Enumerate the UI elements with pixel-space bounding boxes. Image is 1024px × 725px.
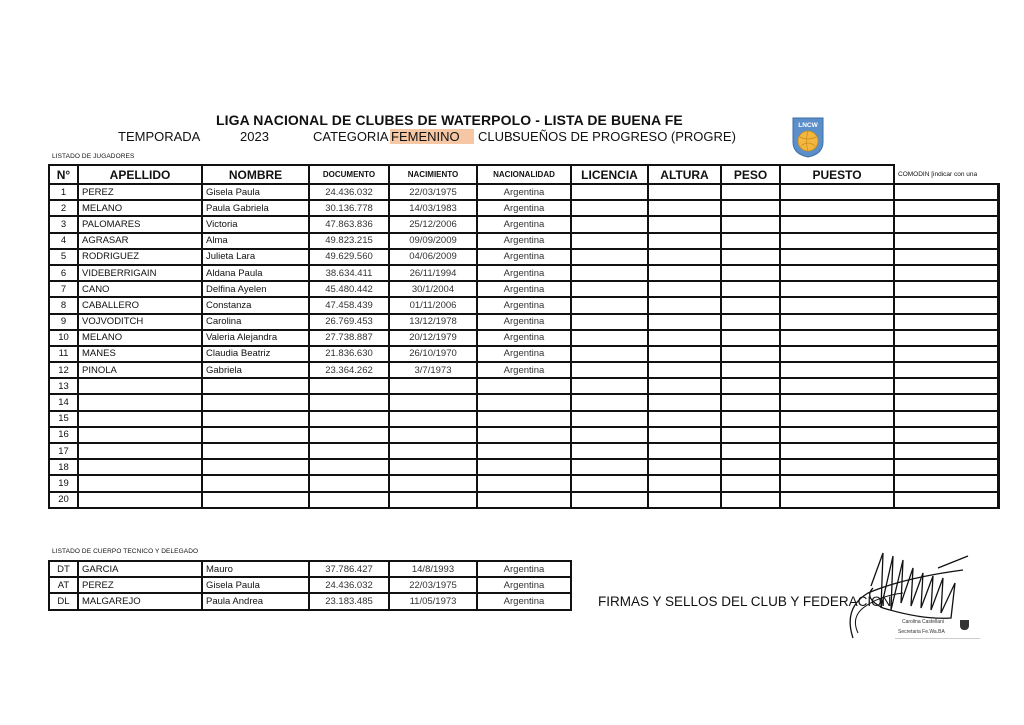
licencia-cell[interactable] xyxy=(571,216,648,232)
peso-cell[interactable] xyxy=(721,475,780,491)
player-row xyxy=(49,346,998,362)
document-title: LIGA NACIONAL DE CLUBES DE WATERPOLO - LISTA DE BUENA FE xyxy=(216,112,683,128)
nombre-cell xyxy=(202,411,309,427)
signer-name: Carolina Castellani xyxy=(902,619,944,625)
altura-cell[interactable] xyxy=(648,216,721,232)
nombre-cell: Paula Andrea xyxy=(202,593,309,609)
col-header-altura: ALTURA xyxy=(648,165,721,184)
nombre-cell: Claudia Beatriz xyxy=(202,346,309,362)
altura-cell[interactable] xyxy=(648,314,721,330)
documento-cell xyxy=(309,411,389,427)
documento-cell xyxy=(309,378,389,394)
puesto-cell[interactable] xyxy=(780,411,894,427)
nacimiento-cell: 01/11/2006 xyxy=(389,297,477,313)
nacionalidad-cell: Argentina xyxy=(477,184,571,200)
licencia-cell[interactable] xyxy=(571,233,648,249)
nacionalidad-cell xyxy=(477,378,571,394)
puesto-cell[interactable] xyxy=(780,184,894,200)
nacimiento-cell: 04/06/2009 xyxy=(389,249,477,265)
row-number: 7 xyxy=(49,281,78,297)
row-number: 8 xyxy=(49,297,78,313)
categoria-label: CATEGORIA xyxy=(313,129,389,144)
nombre-cell: Mauro xyxy=(202,561,309,577)
col-header-comodin: COMODIN [indicar con una xyxy=(894,165,998,184)
nacimiento-cell: 14/8/1993 xyxy=(389,561,477,577)
apellido-cell: MANES xyxy=(78,346,202,362)
player-row xyxy=(49,297,998,313)
player-row xyxy=(49,459,998,475)
puesto-cell[interactable] xyxy=(780,459,894,475)
players-header-row xyxy=(49,165,998,184)
nacionalidad-cell xyxy=(477,411,571,427)
player-row xyxy=(49,249,998,265)
nacionalidad-cell: Argentina xyxy=(477,233,571,249)
documento-cell: 23.364.262 xyxy=(309,362,389,378)
altura-cell[interactable] xyxy=(648,281,721,297)
nacimiento-cell: 09/09/2009 xyxy=(389,233,477,249)
comodin-cell[interactable] xyxy=(894,459,998,475)
apellido-cell xyxy=(78,394,202,410)
nacionalidad-cell xyxy=(477,443,571,459)
nombre-cell: Delfina Ayelen xyxy=(202,281,309,297)
licencia-cell[interactable] xyxy=(571,330,648,346)
comodin-cell[interactable] xyxy=(894,281,998,297)
puesto-cell[interactable] xyxy=(780,492,894,508)
nacionalidad-cell: Argentina xyxy=(477,200,571,216)
nacimiento-cell: 26/11/1994 xyxy=(389,265,477,281)
nombre-cell: Valeria Alejandra xyxy=(202,330,309,346)
peso-cell[interactable] xyxy=(721,200,780,216)
licencia-cell[interactable] xyxy=(571,378,648,394)
comodin-cell[interactable] xyxy=(894,378,998,394)
nacionalidad-cell: Argentina xyxy=(477,314,571,330)
staff-table xyxy=(48,560,572,611)
documento-cell: 26.769.453 xyxy=(309,314,389,330)
nacimiento-cell: 14/03/1983 xyxy=(389,200,477,216)
player-row xyxy=(49,427,998,443)
club-label: CLUB: xyxy=(478,129,517,144)
licencia-cell[interactable] xyxy=(571,297,648,313)
nacionalidad-cell: Argentina xyxy=(477,362,571,378)
signature-underline xyxy=(895,638,980,639)
nacionalidad-cell xyxy=(477,475,571,491)
altura-cell[interactable] xyxy=(648,184,721,200)
comodin-cell[interactable] xyxy=(894,249,998,265)
altura-cell[interactable] xyxy=(648,346,721,362)
apellido-cell: VOJVODITCH xyxy=(78,314,202,330)
peso-cell[interactable] xyxy=(721,411,780,427)
col-header-licencia: LICENCIA xyxy=(571,165,648,184)
nacimiento-cell xyxy=(389,427,477,443)
nacimiento-cell xyxy=(389,492,477,508)
col-header-apellido: APELLIDO xyxy=(78,165,202,184)
nacionalidad-cell: Argentina xyxy=(477,297,571,313)
staff-section-label: LISTADO DE CUERPO TECNICO Y DELEGADO xyxy=(52,548,199,555)
col-header-nacionalidad: NACIONALIDAD xyxy=(477,165,571,184)
row-number: 2 xyxy=(49,200,78,216)
documento-cell xyxy=(309,443,389,459)
staff-row xyxy=(49,577,571,593)
apellido-cell: PINOLA xyxy=(78,362,202,378)
altura-cell[interactable] xyxy=(648,427,721,443)
stamp-shield-icon xyxy=(960,620,969,630)
nombre-cell: Julieta Lara xyxy=(202,249,309,265)
role-cell: AT xyxy=(49,577,78,593)
role-cell: DT xyxy=(49,561,78,577)
altura-cell[interactable] xyxy=(648,297,721,313)
player-row xyxy=(49,475,998,491)
nombre-cell: Victoria xyxy=(202,216,309,232)
row-number: 16 xyxy=(49,427,78,443)
apellido-cell: MELANO xyxy=(78,330,202,346)
categoria-value: FEMENINO xyxy=(390,129,474,144)
altura-cell[interactable] xyxy=(648,411,721,427)
apellido-cell xyxy=(78,475,202,491)
peso-cell[interactable] xyxy=(721,427,780,443)
col-header-puesto: PUESTO xyxy=(780,165,894,184)
row-number: 5 xyxy=(49,249,78,265)
documento-cell xyxy=(309,427,389,443)
comodin-cell[interactable] xyxy=(894,346,998,362)
comodin-cell[interactable] xyxy=(894,216,998,232)
nacimiento-cell: 20/12/1979 xyxy=(389,330,477,346)
player-row xyxy=(49,330,998,346)
nacionalidad-cell: Argentina xyxy=(477,265,571,281)
apellido-cell: PEREZ xyxy=(78,184,202,200)
row-number: 14 xyxy=(49,394,78,410)
peso-cell[interactable] xyxy=(721,443,780,459)
altura-cell[interactable] xyxy=(648,265,721,281)
comodin-cell[interactable] xyxy=(894,394,998,410)
documento-cell: 27.738.887 xyxy=(309,330,389,346)
peso-cell[interactable] xyxy=(721,362,780,378)
apellido-cell xyxy=(78,427,202,443)
puesto-cell[interactable] xyxy=(780,297,894,313)
row-number: 10 xyxy=(49,330,78,346)
peso-cell[interactable] xyxy=(721,233,780,249)
nombre-cell xyxy=(202,427,309,443)
altura-cell[interactable] xyxy=(648,492,721,508)
player-row xyxy=(49,233,998,249)
players-section-label: LISTADO DE JUGADORES xyxy=(52,153,135,160)
player-row xyxy=(49,492,998,508)
altura-cell[interactable] xyxy=(648,475,721,491)
documento-cell: 24.436.032 xyxy=(309,577,389,593)
row-number: 19 xyxy=(49,475,78,491)
altura-cell[interactable] xyxy=(648,200,721,216)
documento-cell: 49.823.215 xyxy=(309,233,389,249)
row-number: 11 xyxy=(49,346,78,362)
league-logo-icon xyxy=(791,116,825,158)
documento-cell: 24.436.032 xyxy=(309,184,389,200)
puesto-cell[interactable] xyxy=(780,394,894,410)
nombre-cell: Alma xyxy=(202,233,309,249)
player-row xyxy=(49,281,998,297)
nacionalidad-cell: Argentina xyxy=(477,330,571,346)
nacimiento-cell xyxy=(389,443,477,459)
nombre-cell xyxy=(202,394,309,410)
nacimiento-cell xyxy=(389,411,477,427)
player-row xyxy=(49,411,998,427)
nombre-cell: Aldana Paula xyxy=(202,265,309,281)
logo-text: LNCW xyxy=(798,122,818,129)
puesto-cell[interactable] xyxy=(780,233,894,249)
staff-row xyxy=(49,593,571,609)
peso-cell[interactable] xyxy=(721,492,780,508)
altura-cell[interactable] xyxy=(648,362,721,378)
peso-cell[interactable] xyxy=(721,378,780,394)
player-row xyxy=(49,443,998,459)
licencia-cell[interactable] xyxy=(571,200,648,216)
puesto-cell[interactable] xyxy=(780,443,894,459)
nacimiento-cell: 22/03/1975 xyxy=(389,184,477,200)
nacionalidad-cell xyxy=(477,492,571,508)
players-table xyxy=(48,164,1000,509)
altura-cell[interactable] xyxy=(648,249,721,265)
nombre-cell xyxy=(202,378,309,394)
signatures-caption: FIRMAS Y SELLOS DEL CLUB Y FEDERACION xyxy=(598,594,892,609)
documento-cell xyxy=(309,475,389,491)
peso-cell[interactable] xyxy=(721,297,780,313)
documento-cell xyxy=(309,394,389,410)
altura-cell[interactable] xyxy=(648,233,721,249)
player-row xyxy=(49,378,998,394)
documento-cell: 30.136.778 xyxy=(309,200,389,216)
nacionalidad-cell: Argentina xyxy=(477,281,571,297)
documento-cell: 49.629.560 xyxy=(309,249,389,265)
nacimiento-cell xyxy=(389,459,477,475)
apellido-cell: MELANO xyxy=(78,200,202,216)
puesto-cell[interactable] xyxy=(780,378,894,394)
puesto-cell[interactable] xyxy=(780,346,894,362)
peso-cell[interactable] xyxy=(721,281,780,297)
player-row xyxy=(49,314,998,330)
nacionalidad-cell xyxy=(477,427,571,443)
player-row xyxy=(49,184,998,200)
puesto-cell[interactable] xyxy=(780,281,894,297)
peso-cell[interactable] xyxy=(721,459,780,475)
licencia-cell[interactable] xyxy=(571,346,648,362)
nombre-cell xyxy=(202,492,309,508)
nacionalidad-cell: Argentina xyxy=(477,561,571,577)
nacionalidad-cell xyxy=(477,459,571,475)
apellido-cell xyxy=(78,378,202,394)
comodin-cell[interactable] xyxy=(894,427,998,443)
documento-cell: 38.634.411 xyxy=(309,265,389,281)
altura-cell[interactable] xyxy=(648,330,721,346)
row-number: 6 xyxy=(49,265,78,281)
nacimiento-cell: 13/12/1978 xyxy=(389,314,477,330)
row-number: 15 xyxy=(49,411,78,427)
apellido-cell: GARCIA xyxy=(78,561,202,577)
comodin-cell[interactable] xyxy=(894,200,998,216)
nacimiento-cell: 3/7/1973 xyxy=(389,362,477,378)
peso-cell[interactable] xyxy=(721,249,780,265)
temporada-value: 2023 xyxy=(240,129,269,144)
row-number: 1 xyxy=(49,184,78,200)
licencia-cell[interactable] xyxy=(571,184,648,200)
nacimiento-cell: 22/03/1975 xyxy=(389,577,477,593)
nacionalidad-cell: Argentina xyxy=(477,346,571,362)
documento-cell: 23.183.485 xyxy=(309,593,389,609)
club-value: SUEÑOS DE PROGRESO (PROGRE) xyxy=(512,129,736,144)
peso-cell[interactable] xyxy=(721,346,780,362)
player-row xyxy=(49,265,998,281)
comodin-cell[interactable] xyxy=(894,233,998,249)
row-number: 20 xyxy=(49,492,78,508)
comodin-cell[interactable] xyxy=(894,330,998,346)
altura-cell[interactable] xyxy=(648,443,721,459)
puesto-cell[interactable] xyxy=(780,427,894,443)
licencia-cell[interactable] xyxy=(571,427,648,443)
apellido-cell: MALGAREJO xyxy=(78,593,202,609)
licencia-cell[interactable] xyxy=(571,459,648,475)
player-row xyxy=(49,200,998,216)
puesto-cell[interactable] xyxy=(780,249,894,265)
peso-cell[interactable] xyxy=(721,394,780,410)
nacimiento-cell xyxy=(389,394,477,410)
nombre-cell: Gisela Paula xyxy=(202,184,309,200)
comodin-cell[interactable] xyxy=(894,411,998,427)
altura-cell[interactable] xyxy=(648,394,721,410)
nacimiento-cell: 30/1/2004 xyxy=(389,281,477,297)
documento-cell xyxy=(309,492,389,508)
nacimiento-cell: 25/12/2006 xyxy=(389,216,477,232)
documento-cell: 47.458.439 xyxy=(309,297,389,313)
nacionalidad-cell: Argentina xyxy=(477,577,571,593)
apellido-cell xyxy=(78,459,202,475)
peso-cell[interactable] xyxy=(721,216,780,232)
comodin-cell[interactable] xyxy=(894,265,998,281)
col-header-nombre: NOMBRE xyxy=(202,165,309,184)
comodin-cell[interactable] xyxy=(894,184,998,200)
row-number: 13 xyxy=(49,378,78,394)
row-number: 18 xyxy=(49,459,78,475)
puesto-cell[interactable] xyxy=(780,314,894,330)
signer-role: Secretaria Fe.Wa.BA xyxy=(898,629,945,635)
puesto-cell[interactable] xyxy=(780,330,894,346)
nombre-cell xyxy=(202,443,309,459)
documento-cell xyxy=(309,459,389,475)
player-row xyxy=(49,362,998,378)
role-cell: DL xyxy=(49,593,78,609)
nombre-cell: Gisela Paula xyxy=(202,577,309,593)
licencia-cell[interactable] xyxy=(571,362,648,378)
nacionalidad-cell xyxy=(477,394,571,410)
documento-cell: 47.863.836 xyxy=(309,216,389,232)
altura-cell[interactable] xyxy=(648,378,721,394)
apellido-cell: AGRASAR xyxy=(78,233,202,249)
puesto-cell[interactable] xyxy=(780,362,894,378)
peso-cell[interactable] xyxy=(721,330,780,346)
nacionalidad-cell: Argentina xyxy=(477,216,571,232)
documento-cell: 21.836.630 xyxy=(309,346,389,362)
comodin-cell[interactable] xyxy=(894,492,998,508)
apellido-cell: PEREZ xyxy=(78,577,202,593)
nombre-cell: Constanza xyxy=(202,297,309,313)
licencia-cell[interactable] xyxy=(571,249,648,265)
nombre-cell: Paula Gabriela xyxy=(202,200,309,216)
comodin-cell[interactable] xyxy=(894,297,998,313)
apellido-cell: CABALLERO xyxy=(78,297,202,313)
apellido-cell xyxy=(78,411,202,427)
comodin-cell[interactable] xyxy=(894,362,998,378)
row-number: 17 xyxy=(49,443,78,459)
comodin-cell[interactable] xyxy=(894,475,998,491)
peso-cell[interactable] xyxy=(721,184,780,200)
licencia-cell[interactable] xyxy=(571,492,648,508)
row-number: 9 xyxy=(49,314,78,330)
licencia-cell[interactable] xyxy=(571,314,648,330)
apellido-cell: PALOMARES xyxy=(78,216,202,232)
nombre-cell xyxy=(202,459,309,475)
row-number: 3 xyxy=(49,216,78,232)
licencia-cell[interactable] xyxy=(571,443,648,459)
peso-cell[interactable] xyxy=(721,314,780,330)
row-number: 12 xyxy=(49,362,78,378)
comodin-cell[interactable] xyxy=(894,443,998,459)
player-row xyxy=(49,394,998,410)
nacionalidad-cell: Argentina xyxy=(477,249,571,265)
col-header-documento: DOCUMENTO xyxy=(309,165,389,184)
nombre-cell: Gabriela xyxy=(202,362,309,378)
apellido-cell xyxy=(78,443,202,459)
puesto-cell[interactable] xyxy=(780,475,894,491)
apellido-cell: CANO xyxy=(78,281,202,297)
licencia-cell[interactable] xyxy=(571,281,648,297)
puesto-cell[interactable] xyxy=(780,216,894,232)
col-header-numero: N° xyxy=(49,165,78,184)
player-row xyxy=(49,216,998,232)
documento-cell: 37.786.427 xyxy=(309,561,389,577)
documento-cell: 45.480.442 xyxy=(309,281,389,297)
licencia-cell[interactable] xyxy=(571,265,648,281)
puesto-cell[interactable] xyxy=(780,265,894,281)
puesto-cell[interactable] xyxy=(780,200,894,216)
peso-cell[interactable] xyxy=(721,265,780,281)
nacionalidad-cell: Argentina xyxy=(477,593,571,609)
nacimiento-cell xyxy=(389,475,477,491)
licencia-cell[interactable] xyxy=(571,411,648,427)
col-header-nacimiento: NACIMIENTO xyxy=(389,165,477,184)
nombre-cell: Carolina xyxy=(202,314,309,330)
licencia-cell[interactable] xyxy=(571,475,648,491)
nacimiento-cell xyxy=(389,378,477,394)
staff-row xyxy=(49,561,571,577)
nombre-cell xyxy=(202,475,309,491)
col-header-peso: PESO xyxy=(721,165,780,184)
apellido-cell: RODRIGUEZ xyxy=(78,249,202,265)
row-number: 4 xyxy=(49,233,78,249)
temporada-label: TEMPORADA xyxy=(118,129,201,144)
apellido-cell: VIDEBERRIGAIN xyxy=(78,265,202,281)
altura-cell[interactable] xyxy=(648,459,721,475)
nacimiento-cell: 11/05/1973 xyxy=(389,593,477,609)
nacimiento-cell: 26/10/1970 xyxy=(389,346,477,362)
licencia-cell[interactable] xyxy=(571,394,648,410)
comodin-cell[interactable] xyxy=(894,314,998,330)
apellido-cell xyxy=(78,492,202,508)
